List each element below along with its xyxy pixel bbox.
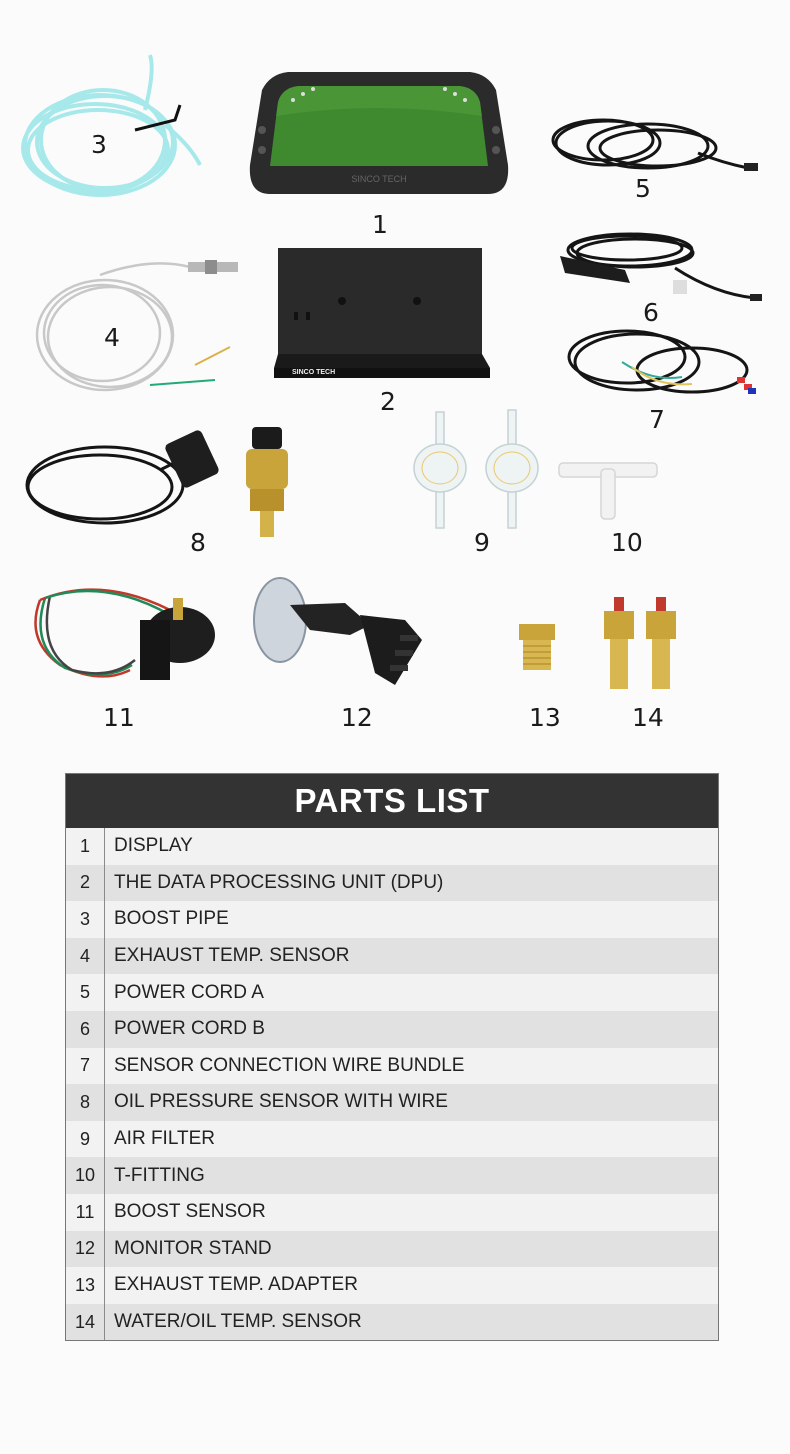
- air-filter-image: [410, 408, 550, 557]
- table-row: [66, 1194, 718, 1231]
- row-number: 3: [66, 901, 105, 938]
- label-6: 6: [643, 298, 659, 327]
- row-part-name: T-FITTING: [114, 1164, 205, 1186]
- row-part-name: DISPLAY: [114, 835, 193, 857]
- wire-bundle-image: [562, 322, 762, 434]
- row-part-name: BOOST SENSOR: [114, 1201, 266, 1223]
- row-number: 8: [66, 1084, 105, 1121]
- row-part-name: POWER CORD B: [114, 1018, 265, 1040]
- boost-sensor-image: [20, 570, 220, 732]
- table-row: [66, 865, 718, 902]
- row-part-name: EXHAUST TEMP. ADAPTER: [114, 1274, 358, 1296]
- row-part-name: AIR FILTER: [114, 1128, 215, 1150]
- parts-list-title: PARTS LIST: [66, 774, 718, 828]
- row-number: 13: [66, 1267, 105, 1304]
- dpu-brand-text: SINCO TECH: [292, 369, 336, 376]
- row-part-name: BOOST PIPE: [114, 908, 229, 930]
- display-brand-text: SINCO TECH: [351, 174, 407, 184]
- table-row: [66, 1157, 718, 1194]
- row-part-name: POWER CORD A: [114, 981, 264, 1003]
- label-10: 10: [611, 528, 643, 557]
- label-8: 8: [190, 528, 206, 557]
- label-2: 2: [380, 387, 396, 416]
- table-row: [66, 1011, 718, 1048]
- table-row: [66, 974, 718, 1011]
- table-row: [66, 1084, 718, 1121]
- label-7: 7: [649, 405, 665, 434]
- row-number: 14: [66, 1304, 105, 1341]
- row-number: 4: [66, 938, 105, 975]
- label-3: 3: [91, 130, 107, 159]
- row-number: 11: [66, 1194, 105, 1231]
- row-number: 10: [66, 1157, 105, 1194]
- table-row: [66, 901, 718, 938]
- label-12: 12: [341, 703, 373, 732]
- label-1: 1: [372, 210, 388, 239]
- exhaust-temp-sensor-image: [30, 255, 245, 405]
- table-row: [66, 938, 718, 975]
- table-row: [66, 828, 718, 865]
- table-row: [66, 1231, 718, 1268]
- row-number: 5: [66, 974, 105, 1011]
- parts-list-rows: [66, 828, 718, 1340]
- label-14: 14: [632, 703, 664, 732]
- row-number: 7: [66, 1048, 105, 1085]
- row-part-name: EXHAUST TEMP. SENSOR: [114, 945, 350, 967]
- label-13: 13: [529, 703, 561, 732]
- power-cord-b-image: [555, 228, 765, 327]
- display-image: [248, 70, 510, 239]
- table-row: [66, 1304, 718, 1341]
- row-number: 6: [66, 1011, 105, 1048]
- row-number: 12: [66, 1231, 105, 1268]
- water-oil-temp-sensor-image: [598, 595, 693, 732]
- row-number: 2: [66, 865, 105, 902]
- label-5: 5: [635, 174, 651, 203]
- row-part-name: THE DATA PROCESSING UNIT (DPU): [114, 871, 444, 893]
- monitor-stand-image: [250, 575, 430, 732]
- row-number: 1: [66, 828, 105, 865]
- row-part-name: WATER/OIL TEMP. SENSOR: [114, 1311, 362, 1333]
- power-cord-a-image: [548, 108, 763, 203]
- table-row: [66, 1048, 718, 1085]
- t-fitting-image: [555, 455, 665, 557]
- row-part-name: OIL PRESSURE SENSOR WITH WIRE: [114, 1091, 448, 1113]
- row-part-name: SENSOR CONNECTION WIRE BUNDLE: [114, 1054, 465, 1076]
- label-9: 9: [474, 528, 490, 557]
- boost-pipe-image: [15, 50, 210, 210]
- dpu-image: [272, 246, 494, 416]
- oil-pressure-sensor-image: [20, 425, 310, 557]
- table-row: [66, 1267, 718, 1304]
- table-row: [66, 1121, 718, 1158]
- parts-list-table: [65, 773, 719, 1341]
- label-11: 11: [103, 703, 135, 732]
- label-4: 4: [104, 323, 120, 352]
- exhaust-temp-adapter-image: [515, 620, 561, 732]
- row-part-name: MONITOR STAND: [114, 1237, 272, 1259]
- row-number: 9: [66, 1121, 105, 1158]
